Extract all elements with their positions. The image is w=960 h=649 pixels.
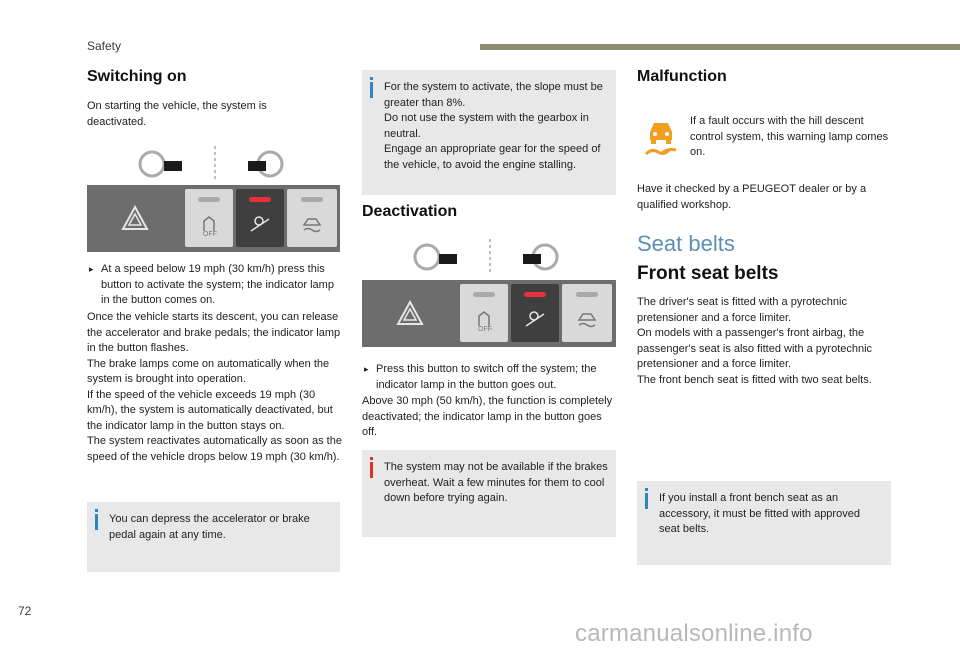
info-box-slope: For the system to activate, the slope must be greater than 8%. Do not use the system with the gearbox in neutral. Engage an appropriate gear for the speed of the vehicle, to avoid the engine stalling. (362, 70, 616, 195)
switching-on-paragraphs: Once the vehicle starts its descent, you can release the accelerator and brake pedals; the indicator lamp in the button flashes. The brake lamps come on automatically when the system is brought into operation. If the speed of the vehicle exceeds 19 mph (30 km/h), the system is automatically deactivated, but the indicator lamp in the button stays on. The system reactivates automatically as soon as the speed of the vehicle drops below 19 mph (30 km/h). (87, 311, 342, 463)
activation-bullet: ▸ At a speed below 19 mph (30 km/h) press this button to activate the system; the indicator lamp in the button comes on. (89, 263, 334, 306)
front-seat-belts-text: The driver's seat is fitted with a pyrotechnic pretensioner and a force limiter. On models with a passenger's front airbag, the passenger's seat is also fitted with a pyrotechnic pretensioner and a force limiter. The front bench seat is fitted with two seat belts. (637, 296, 873, 386)
traction-icon-2 (575, 306, 599, 330)
page-number: 72 (18, 604, 32, 618)
stop-start-off-icon-2 (474, 308, 494, 328)
info-box-accelerator: You can depress the accelerator or brake pedal again at any time. (87, 502, 340, 572)
malfunction-text2: Have it checked by a PEUGEOT dealer or by a qualified workshop. (637, 183, 867, 211)
traction-icon (300, 211, 324, 235)
bullet-arrow-icon-2: ▸ (364, 364, 369, 374)
button-panel-2 (362, 280, 616, 347)
traction-control-button[interactable] (287, 189, 337, 247)
hill-descent-icon-2 (523, 306, 547, 330)
hazard-warning-icon-2 (396, 300, 424, 326)
bullet-arrow-icon: ▸ (89, 264, 94, 274)
switching-on-intro: On starting the vehicle, the system is deactivated. (87, 100, 267, 128)
stop-start-off-icon (199, 213, 219, 233)
off-button-2[interactable] (460, 284, 508, 342)
steering-wheel-illustration (130, 144, 300, 184)
off-label: OFF (203, 231, 217, 238)
hill-descent-icon (248, 211, 272, 235)
button-panel (87, 185, 340, 252)
hill-descent-button-active-2[interactable] (511, 284, 559, 342)
hill-descent-warning-lamp-icon (643, 118, 679, 156)
steering-wheel-illustration-2 (405, 237, 575, 277)
off-button[interactable] (185, 189, 233, 247)
switching-on-heading: Switching on (87, 68, 187, 85)
header-bar (480, 44, 960, 50)
deactivation-paragraph: Above 30 mph (50 km/h), the function is completely deactivated; the indicator lamp in the button goes off. (362, 395, 613, 438)
info-box-bench-seat: If you install a front bench seat as an accessory, it must be fitted with approved seat belts. (637, 481, 891, 565)
off-label-2: OFF (478, 326, 492, 333)
front-seat-belts-heading: Front seat belts (637, 263, 779, 284)
hill-descent-button-active[interactable] (236, 189, 284, 247)
deactivation-heading: Deactivation (362, 203, 458, 220)
hazard-warning-icon (121, 205, 149, 231)
traction-control-button-2[interactable] (562, 284, 612, 342)
deactivation-bullet: ▸ Press this button to switch off the system; the indicator lamp in the button goes out. (364, 363, 597, 391)
malfunction-text: If a fault occurs with the hill descent control system, this warning lamp comes on. (690, 115, 889, 158)
header-section-title: Safety (87, 39, 122, 53)
malfunction-heading: Malfunction (637, 68, 727, 85)
warning-box-brakes: The system may not be available if the brakes overheat. Wait a few minutes for them to cool down before trying again. (362, 450, 616, 537)
watermark: carmanualsonline.info (575, 620, 813, 647)
seat-belts-heading: Seat belts (637, 231, 735, 256)
